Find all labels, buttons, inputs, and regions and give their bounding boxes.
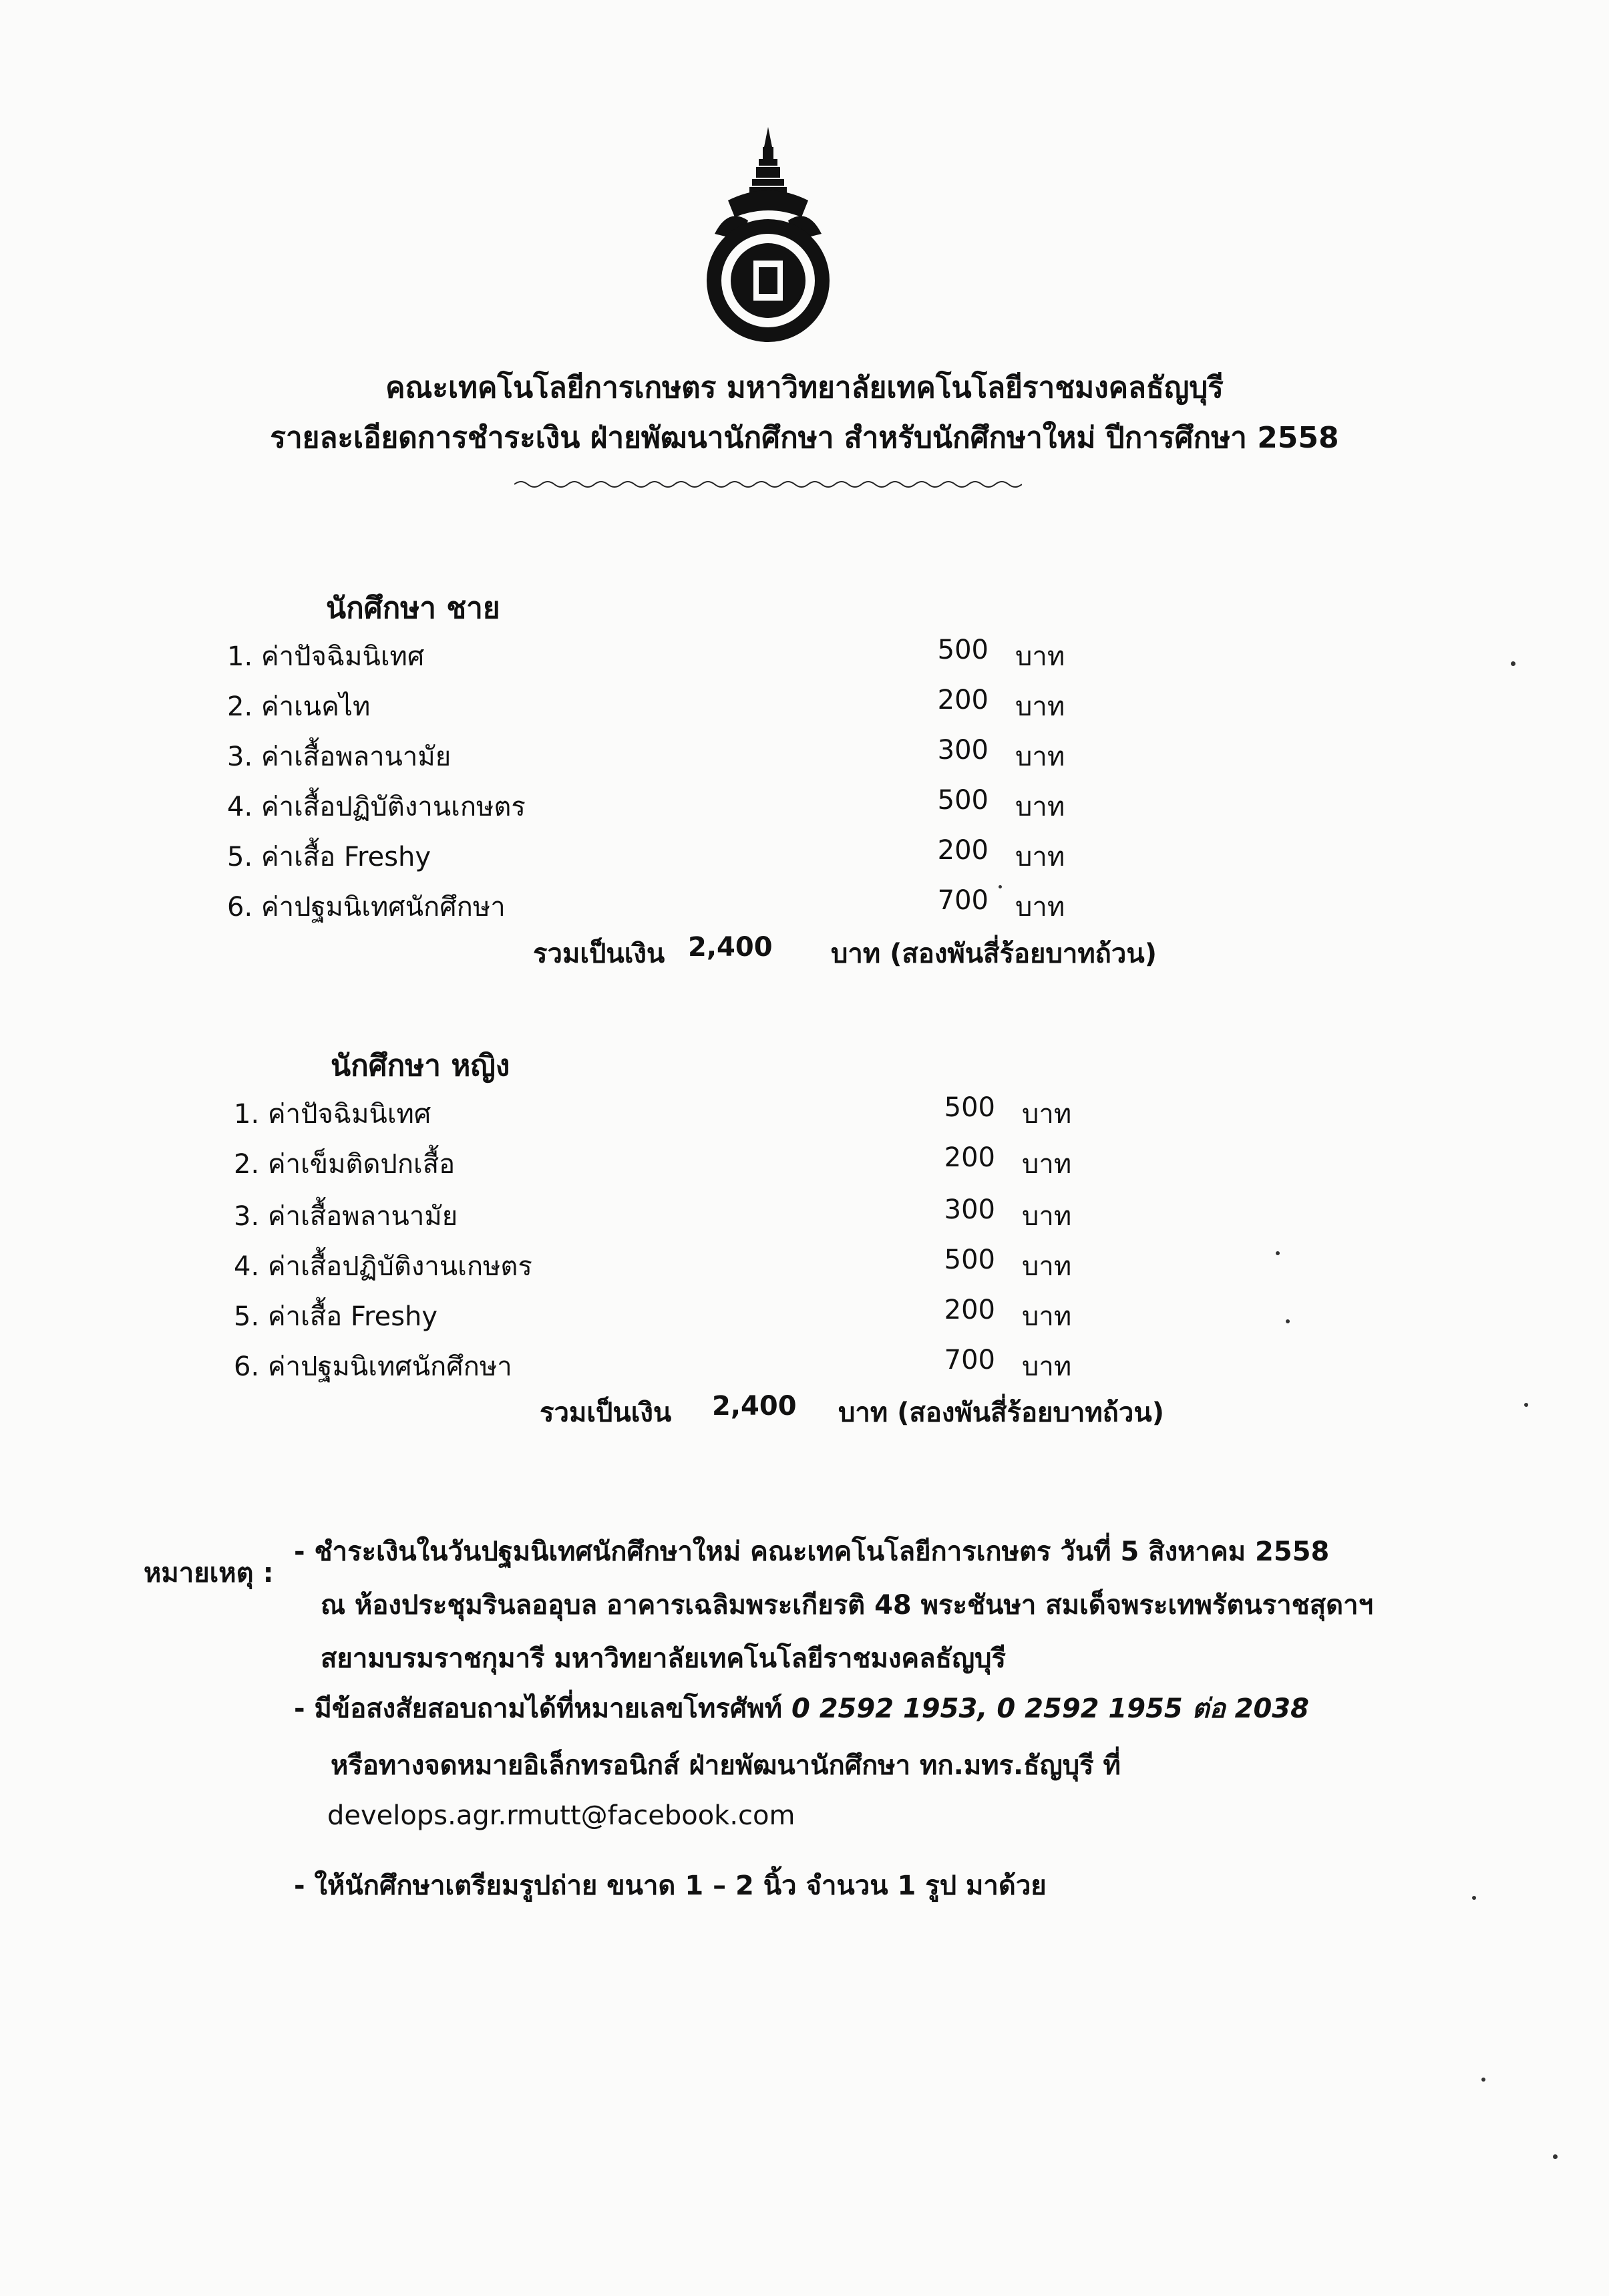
university-emblem-logo: [688, 127, 848, 347]
fee-amount: 500: [937, 785, 989, 816]
fee-label: 5. ค่าเสื้อ Freshy: [227, 842, 431, 872]
fee-unit: บาท: [1015, 792, 1065, 822]
fee-amount: 500: [944, 1092, 995, 1123]
fee-amount: 200: [937, 685, 989, 715]
faculty-university-heading: คณะเทคโนโลยีการเกษตร มหาวิทยาลัยเทคโนโลยีราชมงคลธัญบุรี: [385, 371, 1224, 405]
fee-label: 1. ค่าปัจฉิมนิเทศ: [234, 1099, 431, 1130]
total-unit: บาท (สองพันสี่ร้อยบาทถ้วน): [831, 939, 1157, 969]
notes-label: หมายเหตุ :: [144, 1558, 274, 1589]
fee-unit: บาท: [1022, 1149, 1072, 1180]
scan-speck: [1553, 2154, 1558, 2159]
fee-amount: 500: [944, 1245, 995, 1275]
fee-label: 6. ค่าปฐมนิเทศนักศึกษา: [227, 892, 506, 923]
note-contact-phone: [294, 1687, 1309, 1730]
fee-amount: 200: [944, 1142, 995, 1173]
fee-unit: บาท: [1022, 1099, 1072, 1130]
fee-unit: บาท: [1015, 842, 1065, 872]
email-address-link[interactable]: develops.agr.rmutt@facebook.com: [327, 1800, 795, 1831]
male-total-row: [0, 932, 1609, 972]
note-university: สยามบรมราชกุมารี มหาวิทยาลัยเทคโนโลยีราชมงคลธัญบุรี: [321, 1643, 1007, 1674]
tilde-divider: [514, 478, 1022, 491]
fee-label: 1. ค่าปัจฉิมนิเทศ: [227, 641, 425, 672]
total-unit: บาท (สองพันสี่ร้อยบาทถ้วน): [838, 1398, 1164, 1428]
fee-label: 2. ค่าเนคไท: [227, 691, 371, 722]
scan-speck: [1276, 1251, 1280, 1255]
fee-amount: 700: [944, 1345, 995, 1375]
note-contact-email: หรือทางจดหมายอิเล็กทรอนิกส์ ฝ่ายพัฒนานักศึกษา ทก.มทร.ธัญบุรี ที่: [331, 1750, 1121, 1781]
note-contact-prefix: - มีข้อสงสัยสอบถามได้ที่หมายเลขโทรศัพท์: [294, 1693, 791, 1724]
total-amount: 2,400: [712, 1391, 797, 1422]
fee-amount: 700: [937, 885, 989, 916]
fee-label: 5. ค่าเสื้อ Freshy: [234, 1301, 438, 1332]
fee-label: 3. ค่าเสื้อพลานามัย: [227, 742, 452, 772]
fee-label: 4. ค่าเสื้อปฏิบัติงานเกษตร: [234, 1251, 532, 1282]
fee-unit: บาท: [1022, 1251, 1072, 1282]
note-photo-requirement: - ให้นักศึกษาเตรียมรูปถ่าย ขนาด 1 – 2 นิ้ว จำนวน 1 รูป มาด้วย: [294, 1870, 1047, 1901]
fee-unit: บาท: [1022, 1301, 1072, 1332]
fee-label: 6. ค่าปฐมนิเทศนักศึกษา: [234, 1351, 512, 1382]
scan-speck: [1524, 1403, 1528, 1407]
fee-unit: บาท: [1015, 641, 1065, 672]
note-payment-date: - ชำระเงินในวันปฐมนิเทศนักศึกษาใหม่ คณะเทคโนโลยีการเกษตร วันที่ 5 สิงหาคม 2558: [294, 1536, 1330, 1567]
total-label: รวมเป็นเงิน: [540, 1398, 672, 1428]
fee-amount: 200: [937, 835, 989, 866]
fee-label: 2. ค่าเข็มติดปกเสื้อ: [234, 1149, 456, 1180]
fee-amount: 500: [937, 635, 989, 665]
fee-unit: บาท: [1022, 1351, 1072, 1382]
note-venue: ณ ห้องประชุมรินลออุบล อาคารเฉลิมพระเกียรติ 48 พระชันษา สมเด็จพระเทพรัตนราชสุดาฯ: [321, 1590, 1374, 1621]
total-label: รวมเป็นเงิน: [533, 939, 665, 969]
payment-details-heading: รายละเอียดการชำระเงิน ฝ่ายพัฒนานักศึกษา สำหรับนักศึกษาใหม่ ปีการศึกษา 2558: [270, 421, 1339, 455]
fee-unit: บาท: [1015, 892, 1065, 923]
male-section-title: นักศึกษา ชาย: [326, 591, 500, 625]
scan-speck: [999, 885, 1002, 888]
scan-speck: [1472, 1896, 1476, 1900]
scan-speck: [1286, 1319, 1290, 1323]
fee-unit: บาท: [1022, 1201, 1072, 1232]
female-section-title: นักศึกษา หญิง: [331, 1049, 510, 1083]
fee-amount: 300: [944, 1194, 995, 1225]
fee-label: 4. ค่าเสื้อปฏิบัติงานเกษตร: [227, 792, 526, 822]
fee-amount: 300: [937, 735, 989, 766]
fee-unit: บาท: [1015, 742, 1065, 772]
female-total-row: [0, 1391, 1609, 1431]
fee-label: 3. ค่าเสื้อพลานามัย: [234, 1201, 458, 1232]
fee-amount: 200: [944, 1295, 995, 1325]
fee-unit: บาท: [1015, 691, 1065, 722]
scan-speck: [1511, 661, 1515, 666]
total-amount: 2,400: [688, 932, 773, 963]
phone-numbers: 0 2592 1953, 0 2592 1955 ต่อ 2038: [791, 1693, 1309, 1724]
scan-speck: [1481, 2078, 1485, 2082]
